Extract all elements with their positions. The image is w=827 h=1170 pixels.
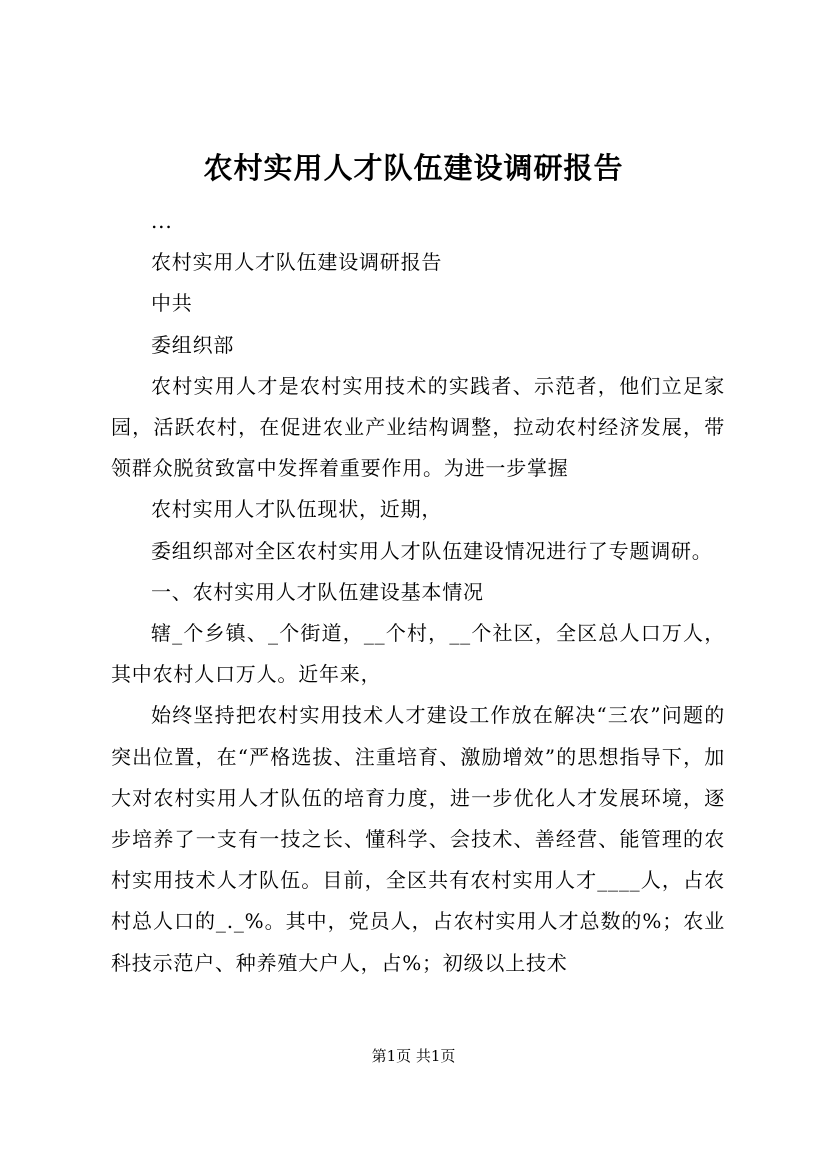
paragraph-demographics: 辖_个乡镇、_个街道，__个村，__个社区，全区总人口万人，其中农村人口万人。近年来， <box>111 621 725 687</box>
paragraph-author-line2: 委组织部 <box>151 332 235 357</box>
paragraph-author-line1: 中共 <box>151 291 193 316</box>
paragraph-overview: 始终坚持把农村实用技术人才建设工作放在解决“三农”问题的突出位置，在“严格选拔、注重培育、激励增效”的思想指导下，加大对农村实用人才队伍的培育力度，进一步优化人才发展环境，逐步培养了一支有一技之长、懂科学、会技术、善经营、能管理的农村实用技术人才队伍。目前，全区共有农村实用人才____人，占农村总人口的_._%。其中，党员人，占农村实用人才总数的%；农业科技示范户、种养殖大户人，占%；初级以上技术 <box>111 703 725 975</box>
page-footer: 第1页 共1页 <box>371 1047 456 1065</box>
document-body <box>111 201 725 984</box>
paragraph-ellipsis: ... <box>151 209 173 233</box>
paragraph-subtitle: 农村实用人才队伍建设调研报告 <box>151 250 443 275</box>
paragraph-status: 农村实用人才队伍现状，近期， <box>151 497 443 522</box>
section-heading-1: 一、农村实用人才队伍建设基本情况 <box>151 579 484 604</box>
paragraph-intro: 农村实用人才是农村实用技术的实践者、示范者，他们立足家园，活跃农村，在促进农业产业结构调整，拉动农村经济发展，带领群众脱贫致富中发挥着重要作用。为进一步掌握 <box>111 373 725 481</box>
document-title: 农村实用人才队伍建设调研报告 <box>203 151 624 185</box>
paragraph-research: 委组织部对全区农村实用人才队伍建设情况进行了专题调研。 <box>151 538 713 563</box>
